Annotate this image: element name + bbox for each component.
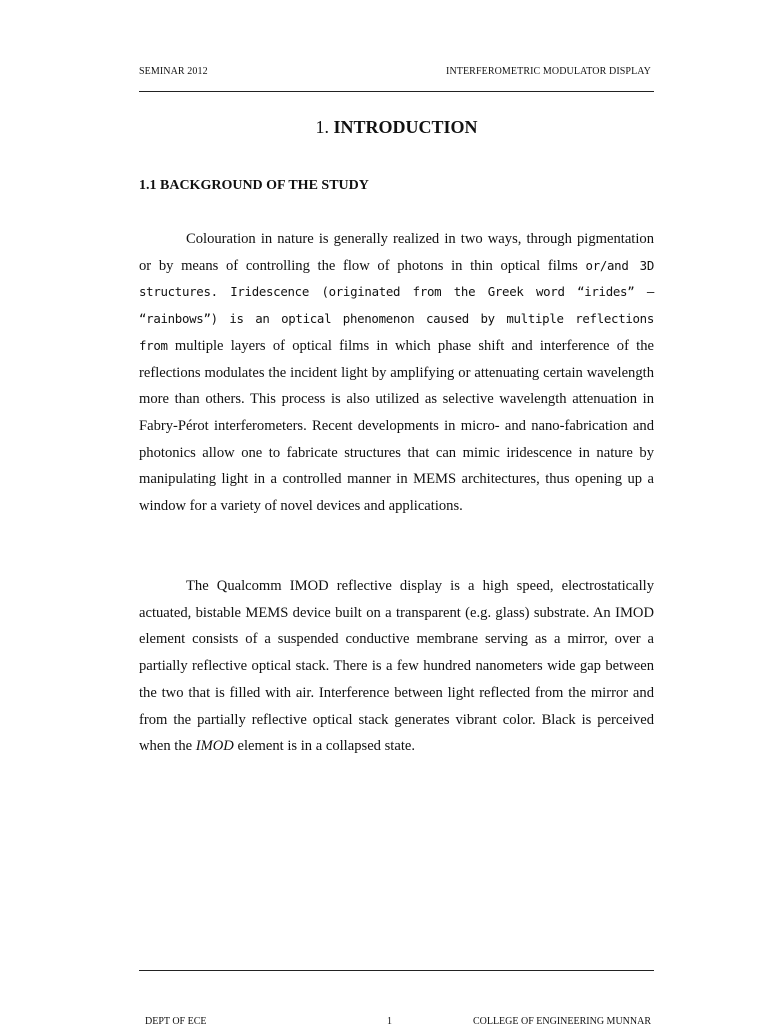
paragraph-text: Colouration in nature is generally realized in two ways, through pigmentation or by means of controlling the flow of photons in thin optical films: [139, 231, 654, 274]
paragraph-italic-term: IMOD: [195, 738, 234, 755]
footer-left: DEPT OF ECE: [145, 1016, 207, 1027]
chapter-title: INTRODUCTION: [333, 117, 478, 137]
paragraph-imod: [139, 573, 654, 760]
paragraph-text: multiple layers of optical films in which phase shift and interference of the reflections modulates the incident light by amplifying or attenuating certain wavelength more than others. This process is also utilized as selective wavelength attenuation in Fabry-Pérot interferometers. Recent developments in micro- and nano-fabrication and photonics allow one to fabricate structures that can mimic iridescence in nature by manipulating light in a controlled manner in MEMS architectures, thus opening up a window for a variety of novel devices and applications.: [139, 337, 654, 515]
paragraph-text: The Qualcomm IMOD reflective display is a high speed, electrostatically actuated, bistable MEMS device built on a transparent (e.g. glass) substrate. An IMOD element consists of a suspended conductive membrane serving as a mirror, over a partially reflective optical stack. There is a few hundred nanometers wide gap between the two that is filled with air. Interference between light reflected from the mirror and from the partially reflective optical stack generates vibrant color. Black is perceived when the: [139, 578, 654, 755]
chapter-heading: [0, 117, 768, 138]
header-divider: [139, 91, 654, 92]
paragraph-text-mono: or/and 3D structures. Iridescence (originated from the Greek word “irides” – “rainbows”) is an optical phenomenon caused by multiple reflections from: [139, 257, 654, 353]
paragraph-background: [139, 226, 654, 520]
chapter-number: 1.: [315, 117, 329, 137]
footer-right: COLLEGE OF ENGINEERING MUNNAR: [472, 1016, 651, 1027]
footer-page-number: 1: [387, 1016, 392, 1027]
header-right: INTERFEROMETRIC MODULATOR DISPLAY: [446, 66, 651, 77]
header-left: SEMINAR 2012: [139, 66, 208, 77]
paragraph-text: element is in a collapsed state.: [233, 738, 416, 755]
section-heading: 1.1 BACKGROUND OF THE STUDY: [139, 178, 369, 193]
footer-divider: [139, 970, 654, 971]
